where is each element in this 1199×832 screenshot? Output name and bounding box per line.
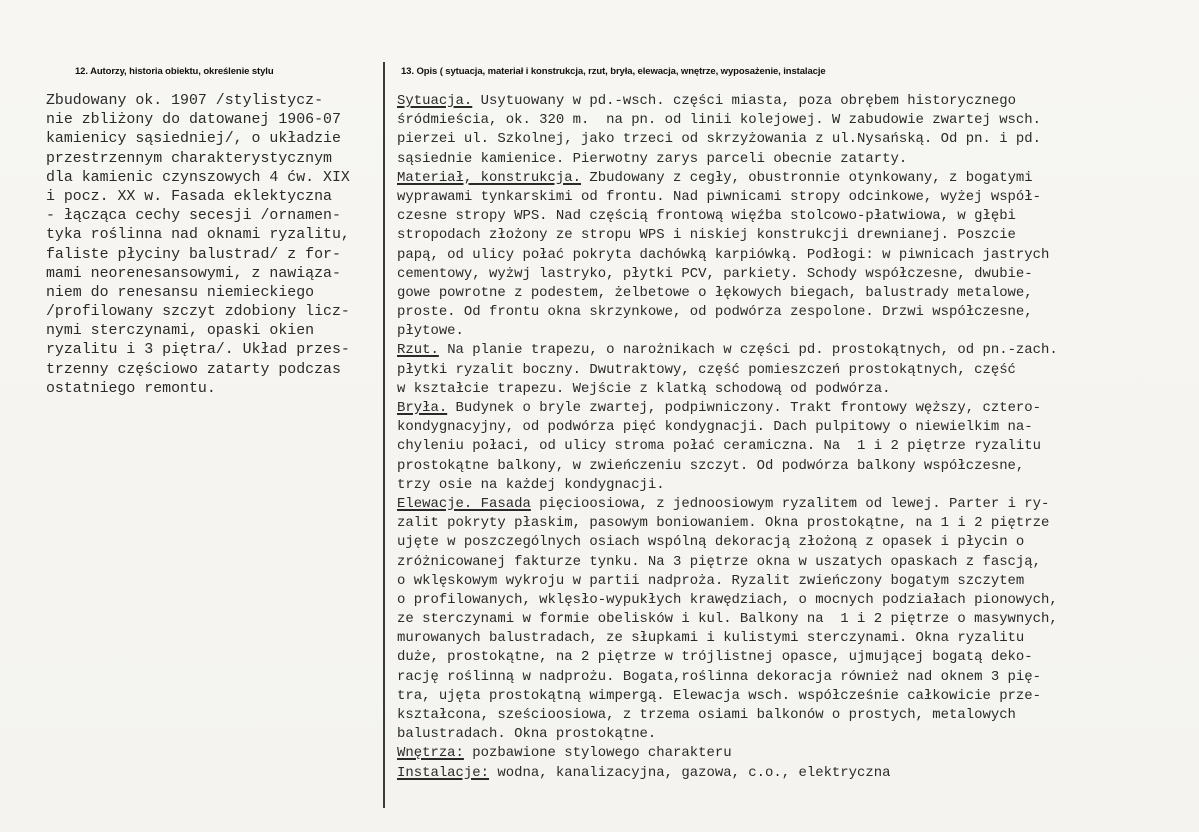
section-text: duże, prostokątne, na 2 piętrze w trójlistnej opasce, ujmującej bogatą deko- — [397, 649, 1033, 666]
section-text: kondygnacyjny, od podwórza pięć kondygnacji. Dach pulpitowy o niewielkim na- — [397, 419, 1033, 436]
text-line: Zbudowany ok. 1907 /stylistycz- — [46, 93, 324, 109]
section-text: Na planie trapezu, o narożnikach w części pd. prostokątnych, od pn.-zach. — [438, 342, 1058, 359]
section-text: cementowy, wyżwj lastryko, płytki PCV, parkiety. Schody współczesne, dwubie- — [397, 265, 1033, 282]
section-text: prostokątne balkony, w zwieńczeniu szczyt. Od podwórza balkony współczesne, — [397, 457, 1025, 474]
text-line — [397, 476, 1058, 495]
section-text: Usytuowany w pd.-wsch. części miasta, poza obrębem historycznego — [472, 93, 1016, 109]
section-text: proste. Od frontu okna skrzynkowe, od podwórza zespolone. Drzwi współczesne, — [397, 304, 1033, 321]
text-line: ryzalitu i 3 piętra/. Układ przes- — [46, 342, 350, 359]
text-line — [397, 668, 1058, 687]
text-line: i pocz. XX w. Fasada eklektyczna — [46, 188, 332, 205]
text-line — [397, 207, 1058, 226]
text-line — [397, 725, 1058, 744]
text-line — [397, 457, 1058, 476]
text-line — [397, 169, 1058, 188]
section-text: płytki ryzalit boczny. Dwutraktowy, część pomieszczeń prostokątnych, część — [397, 361, 1016, 378]
text-line — [397, 610, 1058, 629]
description-text — [397, 92, 1058, 783]
section-text: wodna, kanalizacyjna, gazowa, c.o., elektryczna — [489, 764, 891, 781]
text-line: przestrzennym charakterystycznym — [46, 150, 332, 167]
section-text: Zbudowany z cegły, obustronnie otynkowany, z bogatymi — [581, 169, 1033, 186]
left-column-header: 12. Autorzy, historia obiektu, określenie stylu — [75, 66, 274, 77]
text-line — [397, 265, 1058, 284]
text-line — [397, 188, 1058, 207]
text-line: trzenny częściowo zatarty podczas — [46, 361, 341, 378]
text-line — [397, 495, 1058, 514]
text-line — [397, 361, 1058, 380]
text-line — [397, 764, 1058, 783]
text-line: tyka roślinna nad oknami ryzalitu, — [46, 227, 350, 244]
section-text: czesne stropy WPS. Nad częścią frontową więźba stolcowo-płatwiowa, w głębi — [397, 208, 1016, 225]
section-text: kształcona, sześcioosiowa, z trzema osiami balkonów o prostych, metalowych — [397, 707, 1016, 723]
text-line — [397, 399, 1058, 418]
text-line: ostatniego remontu. — [46, 380, 216, 397]
text-line — [397, 418, 1058, 437]
text-line: dla kamienic czynszowych 4 ćw. XIX — [46, 169, 350, 186]
text-line — [397, 687, 1058, 706]
section-text: papą, od ulicy połać pokryta dachówką karpiówką. Podłogi: w piwnicach jastrych — [397, 246, 1050, 263]
text-line — [397, 572, 1058, 591]
section-text: pozbawione stylowego charakteru — [463, 745, 732, 762]
text-line — [397, 744, 1058, 763]
section-text: zalit pokryty płaskim, pasowym boniowaniem. Okna prostokątne, na 1 i 2 piętrze — [397, 515, 1050, 532]
authors-history-style-text — [46, 92, 350, 399]
section-text: balustradach. Okna prostokątne. — [397, 726, 657, 743]
section-heading: Elewacje. Fasada — [397, 495, 531, 512]
text-line — [397, 92, 1058, 111]
section-heading: Sytuacja. — [397, 93, 473, 109]
text-line — [397, 706, 1058, 725]
text-line — [397, 150, 1058, 169]
right-column-header: 13. Opis ( sytuacja, materiał i konstrukcja, rzut, bryła, elewacja, wnętrze, wyposażenie, instalacje — [401, 66, 826, 77]
text-line — [397, 226, 1058, 245]
section-text: stropodach złożony ze stropu WPS i niskiej konstrukcji drewnianej. Poszcie — [397, 227, 1016, 244]
section-text: zróżnicowanej fakturze tynku. Na 3 piętrze okna w uszatych opaskach z fascją, — [397, 553, 1042, 570]
section-text: murowanych balustradach, ze słupkami i kulistymi sterczynami. Okna ryzalitu — [397, 630, 1025, 647]
section-text: o wklęskowym wykroju w partii nadproża. Ryzalit zwieńczony bogatym szczytem — [397, 572, 1025, 589]
section-text: wyprawami tynkarskimi od frontu. Nad piwnicami stropy odcinkowe, wyżej współ- — [397, 188, 1042, 205]
text-line: niem do renesansu niemieckiego — [46, 284, 315, 301]
text-line — [397, 284, 1058, 303]
section-text: Budynek o bryle zwartej, podpiwniczony. Trakt frontowy węższy, cztero- — [447, 400, 1042, 416]
text-line — [397, 437, 1058, 456]
section-text: pierzei ul. Szkolnej, jako trzeci od skrzyżowania z ul.Nysańską. Od pn. i pd. — [397, 131, 1042, 148]
text-line: nie zbliżony do datowanej 1906-07 — [46, 112, 341, 129]
text-line — [397, 591, 1058, 610]
section-text: płytowe. — [397, 323, 464, 340]
text-line — [397, 303, 1058, 322]
section-text: tra, ujęta prostokątną wimpergą. Elewacja wsch. współcześnie całkowicie prze- — [397, 687, 1042, 704]
text-line: /profilowany szczyt zdobiony licz- — [46, 304, 350, 321]
section-text: śródmieścia, ok. 320 m. na pn. od linii kolejowej. W zabudowie zwartej wsch. — [397, 112, 1042, 129]
text-line — [397, 553, 1058, 572]
section-text: pięcioosiowa, z jednoosiowym ryzalitem od lewej. Parter i ry- — [530, 495, 1050, 512]
section-text: trzy osie na każdej kondygnacji. — [397, 476, 665, 493]
text-line: faliste płyciny balustrad/ z for- — [46, 246, 341, 263]
section-text: chyleniu połaci, od ulicy stroma połać ceramiczna. Na 1 i 2 piętrze ryzalitu — [397, 438, 1042, 455]
section-heading: Bryła. — [397, 400, 448, 416]
section-text: ujęte w poszczególnych osiach wspólną dekoracją złożoną z opasek i płycin o — [397, 534, 1025, 551]
text-line — [397, 130, 1058, 149]
section-text: sąsiednie kamienice. Pierwotny zarys parceli obecnie zatarty. — [397, 150, 908, 167]
text-line — [397, 322, 1058, 341]
text-line: kamienicy sąsiedniej/, o układzie — [46, 131, 341, 148]
section-heading: Instalacje: — [397, 764, 490, 781]
text-line: mami neorenesansowymi, z nawiąza- — [46, 265, 341, 282]
text-line: nymi sterczynami, opaski okien — [46, 323, 315, 340]
text-line — [397, 514, 1058, 533]
text-line: - łącząca cechy secesji /ornamen- — [46, 208, 341, 225]
text-line — [397, 246, 1058, 265]
text-line — [397, 648, 1058, 667]
section-text: w kształcie trapezu. Wejście z klatką schodową od podwórza. — [397, 380, 891, 397]
section-text: gowe powrotne z podestem, żelbetowe o łękowych biegach, balustrady metalowe, — [397, 284, 1033, 301]
text-line — [397, 629, 1058, 648]
text-line — [397, 111, 1058, 130]
section-heading: Rzut. — [397, 342, 439, 359]
text-line — [397, 380, 1058, 399]
section-heading: Wnętrza: — [397, 745, 464, 762]
section-text: o profilowanych, wklęsło-wypukłych krawędziach, o mocnych podziałach pionowych, — [397, 591, 1058, 608]
text-line — [397, 533, 1058, 552]
section-heading: Materiał, konstrukcja. — [397, 169, 582, 186]
column-divider — [383, 62, 385, 808]
text-line — [397, 341, 1058, 360]
section-text: ze sterczynami w formie obelisków i kul. Balkony na 1 i 2 piętrze o masywnych, — [397, 611, 1058, 628]
section-text: rację roślinną w nadprożu. Bogata,roślinna dekoracja również nad oknem 3 pię- — [397, 668, 1042, 685]
